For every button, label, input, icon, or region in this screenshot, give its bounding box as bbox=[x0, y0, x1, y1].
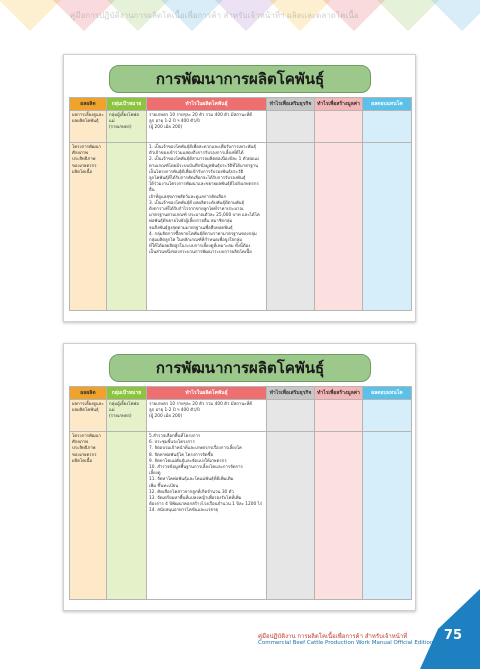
table-cell bbox=[363, 400, 411, 432]
cell-line: 11. จัดหาโคพ่อพันธุ์และโคแม่พันธุ์ที่ดีเพิ่มเติม bbox=[149, 477, 234, 483]
cell-line: ผลิตโคเนื้อ bbox=[72, 169, 93, 175]
table-cell bbox=[267, 400, 314, 432]
cell-line: 2. เป็นเจ้าของโคพันธุ์ดีสามารถผลิตต่อเนื่องปีละ 1 ตัวต่อแม่ bbox=[149, 157, 259, 163]
cell-line: จนถึงพันธุ์สูงสุดตามมาตรฐานเพื่อสืบทอดพันธุ์ bbox=[149, 225, 233, 231]
cell-line: 8. จัดหาพ่อพันธุ์โค โครงการจัดซื้อ bbox=[149, 452, 214, 458]
cell-line: รายเกษตร 10 รายๆละ 20 ตัว รวม 400 ตัว มีสถานะที่ดี bbox=[149, 113, 253, 118]
cell-line: ที่ให้ได้ผลผลิตสูงในระบบการเลี้ยงดูที่เหมาะสม ทั้งนี้ต้อง bbox=[149, 244, 251, 250]
panel-title: การพัฒนาการผลิตโคพันธุ์ bbox=[155, 70, 325, 88]
cell-line: ต้องการ 4 ปีพัฒนาคอกสร้างโรงเรือนจำนวน 1 ปีละ 1200 ไร่ bbox=[149, 502, 263, 508]
column-header: กลุ่มเป้าหมาย bbox=[107, 97, 146, 111]
cell-line: 14. สนับสนุนอาหารโคข้นและแร่ธาตุ bbox=[149, 508, 219, 514]
cell-line: ประสิทธิภาพ bbox=[72, 446, 96, 452]
table-cell bbox=[70, 432, 106, 600]
table-cell bbox=[315, 143, 362, 311]
table-cell bbox=[147, 400, 266, 432]
column-header: ทำไรเพื่อเสริมธุรกิจ bbox=[267, 386, 314, 400]
footer-title-thai: คู่มือปฏิบัติงาน การผลิตโคเนื้อเพื่อการค้า สำหรับเจ้าหน้าที่ bbox=[258, 633, 408, 640]
table-panel-2 bbox=[63, 343, 416, 611]
table-cell bbox=[107, 432, 146, 600]
cell-line: 9. จัดหาโคแม่พันธุ์และจัดแบ่งให้เกษตรกร bbox=[149, 458, 227, 464]
table-cell bbox=[107, 111, 146, 143]
column-header: ผลตอบแทนโค bbox=[363, 386, 411, 400]
table-cell bbox=[70, 143, 106, 311]
column-header: กลุ่มเป้าหมาย bbox=[107, 386, 146, 400]
cell-line: (รายเกษตร) bbox=[109, 414, 132, 420]
cell-line: พ่อพันธุ์ดีขยายไปยังผู้เลี้ยงรายอื่น สมาชิกกลุ่ม bbox=[149, 219, 233, 225]
cell-line: กลุ่มผลิตลูกโค ในหลักเกณฑ์ที่กำหนดเพื่อจูงใจกลุ่ม bbox=[149, 238, 243, 244]
cell-line: โครงการพัฒนา bbox=[72, 145, 101, 150]
table-panel-1 bbox=[63, 54, 416, 322]
cell-line: ผลิตโคเนื้อ bbox=[72, 458, 93, 464]
column-header: ทำไรเพื่อสร้างมูลค่า bbox=[315, 97, 362, 111]
table-cell bbox=[107, 143, 146, 311]
table-cell bbox=[70, 400, 106, 432]
column-header: ทำไรเพื่อเสริมธุรกิจ bbox=[267, 97, 314, 111]
cell-line: เลี้ยงดู bbox=[149, 471, 161, 477]
cell-line: (ผู้ 200 เมีย 200) bbox=[149, 125, 183, 131]
page-number: 75 bbox=[444, 628, 463, 643]
cell-line: 6. ประชุมชี้แจงโครงการ bbox=[149, 440, 195, 446]
cell-line: เพิ่ม ขึ้นทะเบียน bbox=[149, 483, 179, 489]
cell-line: ผลผลิตโคพันธุ์ bbox=[72, 119, 99, 125]
cell-line: เป็นโครงการพันธุ์ดีเพื่อเข้ารับการรับรองพันธุ์ประวัติ bbox=[149, 169, 244, 175]
table-cell bbox=[70, 111, 106, 143]
cell-line: (ผู้ 200 เมีย 200) bbox=[149, 414, 183, 420]
cell-line: ลูก อายุ 1-2 ปี ฯ 400 ตัว/ปี bbox=[149, 119, 200, 125]
activity-table bbox=[69, 97, 412, 311]
table-cell bbox=[315, 400, 362, 432]
cell-line: ผลการเลี้ยงดูและ bbox=[72, 402, 104, 407]
panel-title-banner bbox=[109, 354, 371, 382]
table-cell bbox=[363, 143, 411, 311]
cell-line: ได้ร่วมงานโครงการพัฒนาและขยายผลพันธุ์ดีไปยังเกษตรกรอื่น bbox=[149, 182, 259, 194]
cell-line: 3. เป็นเจ้าของโคพันธุ์ดี ผลผลิตระดับพันธุ์ดีตามพันธุ์ bbox=[149, 200, 245, 206]
header-decoration bbox=[0, 0, 480, 48]
cell-line: โครงการพัฒนา bbox=[72, 434, 101, 439]
cell-line: ลูกโคพันธุ์ที่ได้รับการคัดเลือกจะได้รับการรับรองพันธุ์ bbox=[149, 176, 246, 182]
column-header: ทำไรในผลิตโคพันธุ์ bbox=[147, 97, 266, 111]
cell-line: 12. คัดเลือกโคสาวจากลูกที่เกิดจำนวน 30 ตัว bbox=[149, 489, 234, 495]
cell-line: ของเกษตรกร bbox=[72, 163, 97, 169]
panel-title: การพัฒนาการผลิตโคพันธุ์ bbox=[155, 359, 325, 377]
column-header: ผลผลิต bbox=[70, 386, 106, 400]
table-cell bbox=[315, 432, 362, 600]
cell-line: ดังตารางที่ได้รับกำไรจากขายลูกโคที่ราคาประมาณ bbox=[149, 207, 244, 213]
table-cell bbox=[363, 111, 411, 143]
cell-line: ประสิทธิภาพ bbox=[72, 157, 96, 163]
cell-line: ศักยภาพ bbox=[72, 440, 88, 446]
cell-line: 5.สำรวจเลือกพื้นที่โครงการ bbox=[149, 434, 201, 439]
cell-line: กลุ่มผู้เลี้ยงโคพ่อแม่ bbox=[109, 113, 139, 125]
table-cell bbox=[147, 111, 266, 143]
cell-line: 4. กลุ่มจัดการซื้อขายโคพันธุ์ดีตามราคามาตรฐานของกลุ่ม bbox=[149, 231, 257, 237]
cell-line: 10. สำรวจข้อมูลพื้นฐานการเลี้ยงโคและการจัดการ bbox=[149, 465, 243, 471]
column-header: ผลตอบแทนโค bbox=[363, 97, 411, 111]
cell-line: ผลผลิตโคพันธุ์ bbox=[72, 408, 99, 414]
cell-line: เจ้าที่ดูแลสุขภาพสัตว์และดูแลการคัดเลือก bbox=[149, 194, 227, 200]
table-cell bbox=[267, 111, 314, 143]
cell-line: เป็นส่วนหนึ่งของกระบวนการพัฒนาระบบการผลิตโคเนื้อ bbox=[149, 250, 252, 256]
cell-line: ลูก อายุ 1-2 ปี ฯ 400 ตัว/ปี bbox=[149, 408, 200, 414]
cell-line: 1. เป็นเจ้าของโคพันธุ์ดีเพื่อสะดวกและเพื่อรับการเพาะพันธุ์ bbox=[149, 145, 256, 150]
cell-line: ของเกษตรกร bbox=[72, 452, 97, 458]
table-cell bbox=[315, 111, 362, 143]
table-cell bbox=[363, 432, 411, 600]
running-header: คู่มือการปฏิบัติงานการผลิตโคเนื้อเพื่อการค้า สำหรับเจ้าหน้าที่ฯ ผลิตและตลาดโคเนื้อ bbox=[70, 11, 359, 20]
column-header: ผลผลิต bbox=[70, 97, 106, 111]
table-cell bbox=[267, 143, 314, 311]
cell-line: ศักยภาพ bbox=[72, 151, 88, 157]
table-cell bbox=[147, 432, 266, 600]
activity-table bbox=[69, 386, 412, 600]
cell-line: กลุ่มผู้เลี้ยงโคพ่อแม่ bbox=[109, 402, 139, 414]
cell-line: 13. จัดเตรียมหาพื้นที่แปลงหญ้าเพื่อรองรับโคที่เพิ่ม bbox=[149, 496, 242, 502]
cell-line: ตัวเจ้าของเข้าร่วมแสดงถึงการรับรองการเลี้ยงที่ดีได้ bbox=[149, 151, 244, 157]
cell-line: ผลการเลี้ยงดูและ bbox=[72, 113, 104, 118]
cell-line: ตามเกณฑ์โดยมีระบบบันทึกข้อมูลพันธุ์ประวัติที่ได้มาตรฐาน bbox=[149, 163, 259, 169]
column-header: ทำไรในผลิตโคพันธุ์ bbox=[147, 386, 266, 400]
cell-line: (รายเกษตร) bbox=[109, 125, 132, 131]
cell-line: 7. จัดอบรมเจ้าหน้าที่และเกษตรกรเรื่องการเลี้ยงโค bbox=[149, 446, 242, 452]
column-header: ทำไรเพื่อสร้างมูลค่า bbox=[315, 386, 362, 400]
footer-title-english: Commercial Beef Cattle Production Work Manual Official Edition bbox=[258, 640, 434, 646]
table-cell bbox=[107, 400, 146, 432]
table-cell bbox=[147, 143, 266, 311]
panel-title-banner bbox=[109, 65, 371, 93]
cell-line: มาตรฐานตามเกณฑ์ ประมาณตัวละ 25,000 บาท และได้โค bbox=[149, 213, 260, 219]
cell-line: รายเกษตร 10 รายๆละ 20 ตัว รวม 400 ตัว มีสถานะที่ดี bbox=[149, 402, 253, 407]
table-cell bbox=[267, 432, 314, 600]
